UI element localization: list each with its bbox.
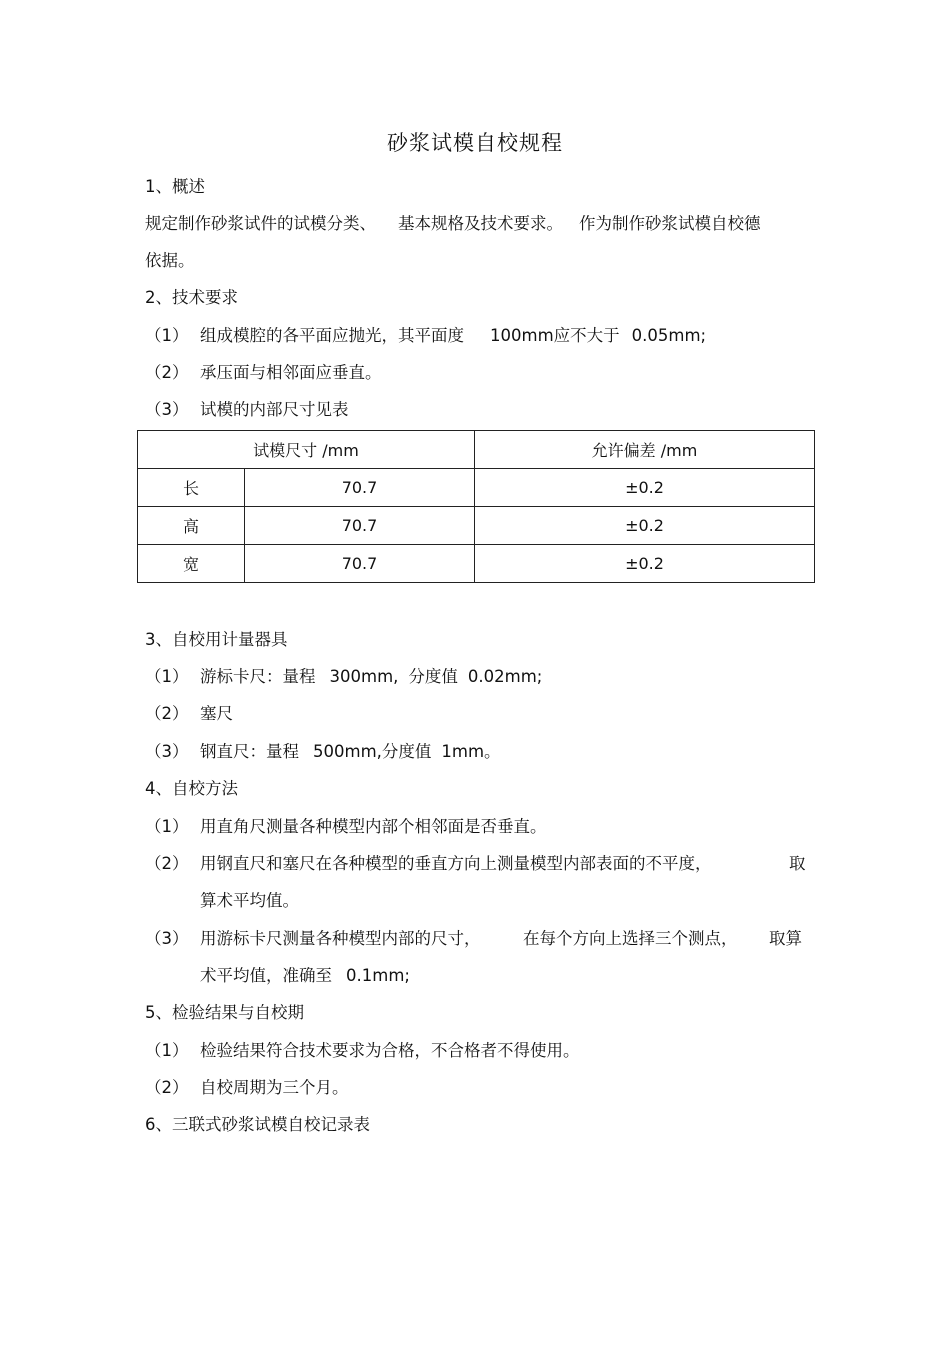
item-number: （1） xyxy=(145,1041,189,1060)
item-text-b: 在每个方向上选择三个测点， xyxy=(523,929,738,948)
mold-size-table xyxy=(137,430,815,583)
section-1-heading: 1、概述 xyxy=(145,177,205,196)
table-header-tolerance: 允许偏差 /mm xyxy=(475,431,815,469)
table-row xyxy=(138,469,815,507)
section-6-heading: 6、三联式砂浆试模自校记录表 xyxy=(145,1115,370,1134)
item-text-a: 检验结果符合技术要求为合格，不合格者不得使用。 xyxy=(200,1041,580,1060)
item-text-a: 自校周期为三个月。 xyxy=(200,1078,349,1097)
section-2-heading: 2、技术要求 xyxy=(145,288,238,307)
section-1-paragraph-line-2: 依据。 xyxy=(145,251,195,270)
table-row xyxy=(138,545,815,583)
table-cell-tolerance: ±0.2 xyxy=(475,545,815,583)
table-cell-tolerance: ±0.2 xyxy=(475,507,815,545)
item-text-d: 0.02mm; xyxy=(467,667,543,686)
item-text-a: 塞尺 xyxy=(200,704,233,723)
table-header-size: 试模尺寸 /mm xyxy=(138,431,475,469)
item-text-d: 术平均值，准确至 xyxy=(200,966,332,985)
document-title: 砂浆试模自校规程 xyxy=(387,131,563,155)
item-number: （2） xyxy=(145,1078,189,1097)
section-5-heading: 5、检验结果与自校期 xyxy=(145,1003,304,1022)
item-text-c: 0.05mm; xyxy=(631,326,707,345)
table-header-row xyxy=(138,431,815,469)
table-cell-size: 70.7 xyxy=(245,469,475,507)
table-cell-dimension: 高 xyxy=(138,507,245,545)
item-text-b: 500mm,分度值 xyxy=(313,742,432,761)
item-number: （1） xyxy=(145,667,189,686)
item-text-a: 试模的内部尺寸见表 xyxy=(200,400,349,419)
item-text-a: 组成模腔的各平面应抛光，其平面度 xyxy=(200,326,464,345)
item-number: （1） xyxy=(145,326,189,345)
item-number: （3） xyxy=(145,400,189,419)
item-number: （3） xyxy=(145,929,189,948)
item-text-a: 游标卡尺：量程 xyxy=(200,667,316,686)
item-text-a: 用钢直尺和塞尺在各种模型的垂直方向上测量模型内部表面的不平度， xyxy=(200,854,712,873)
table-cell-size: 70.7 xyxy=(245,545,475,583)
section-1-paragraph-line-1 xyxy=(145,213,761,235)
item-text-b: 100mm应不大于 xyxy=(490,326,620,345)
item-number: （2） xyxy=(145,704,189,723)
item-number: （3） xyxy=(145,742,189,761)
section-1-text-b: 基本规格及技术要求。 xyxy=(398,214,563,233)
table-cell-dimension: 长 xyxy=(138,469,245,507)
section-4-heading: 4、自校方法 xyxy=(145,779,238,798)
item-text-c: 分度值 xyxy=(408,667,458,686)
table-cell-tolerance: ±0.2 xyxy=(475,469,815,507)
section-1-text-c: 作为制作砂浆试模自校德 xyxy=(579,214,761,233)
item-text-e: 0.1mm; xyxy=(346,966,410,985)
item-text-c: 取算 xyxy=(769,929,802,948)
item-number: （2） xyxy=(145,854,189,873)
section-1-text-a: 规定制作砂浆试件的试模分类、 xyxy=(145,214,376,233)
item-text-b: 300mm, xyxy=(329,667,399,686)
item-number: （2） xyxy=(145,363,189,382)
table-cell-size: 70.7 xyxy=(245,507,475,545)
item-text-c: 算术平均值。 xyxy=(200,891,299,910)
section-3-heading: 3、自校用计量器具 xyxy=(145,630,288,649)
item-text-a: 承压面与相邻面应垂直。 xyxy=(200,363,382,382)
table-cell-dimension: 宽 xyxy=(138,545,245,583)
item-number: （1） xyxy=(145,817,189,836)
table-row xyxy=(138,507,815,545)
item-text-b: 取 xyxy=(789,854,806,873)
item-text-a: 用直角尺测量各种模型内部个相邻面是否垂直。 xyxy=(200,817,547,836)
item-text-c: 1mm。 xyxy=(441,742,501,761)
item-text-a: 用游标卡尺测量各种模型内部的尺寸， xyxy=(200,929,481,948)
item-text-a: 钢直尺：量程 xyxy=(200,742,299,761)
